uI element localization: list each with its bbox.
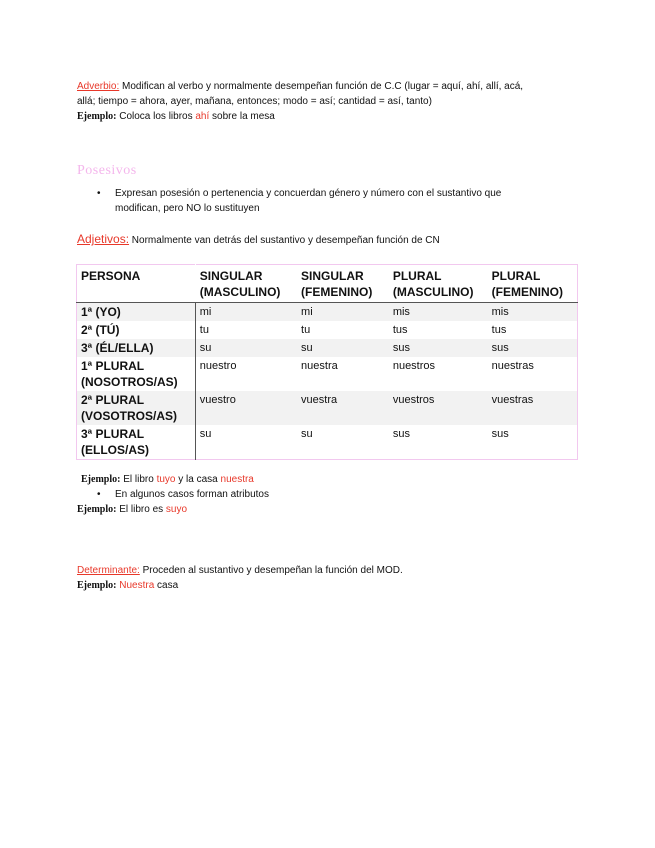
header-text: (FEMENINO)	[301, 285, 373, 299]
table-row	[77, 303, 578, 322]
bullet-line-1: • Expresan posesión o pertenencia y concuerdan género y número con el sustantivo que	[115, 188, 502, 199]
example-text: El libro es	[116, 504, 166, 515]
header-plural-masc	[389, 265, 488, 303]
header-text: PLURAL	[491, 269, 541, 283]
bullet-text: • En algunos casos forman atributos	[115, 489, 269, 500]
table-cell: vuestros	[389, 391, 488, 425]
header-text: SINGULAR	[301, 269, 364, 283]
table-cell: sus	[491, 428, 509, 440]
ejemplo-label: Ejemplo:	[77, 504, 117, 515]
table-cell: vuestro	[195, 391, 297, 425]
table-cell: tu	[301, 324, 311, 336]
table-cell: mi	[195, 303, 297, 322]
table-cell: tus	[392, 324, 408, 336]
header-text: PLURAL	[392, 269, 442, 283]
table-row	[77, 321, 578, 339]
adjetivos-label: Adjetivos:	[77, 232, 130, 246]
adjetivos-text: Normalmente van detrás del sustantivo y desempeñan función de CN	[129, 235, 440, 246]
persona-text: (ELLOS/AS)	[81, 443, 149, 457]
header-persona	[77, 265, 196, 303]
table-cell: su	[301, 428, 313, 440]
table-cell: nuestra	[301, 360, 338, 372]
header-text: (FEMENINO)	[491, 285, 563, 299]
table-cell: sus	[488, 339, 578, 357]
table-cell: nuestros	[392, 360, 436, 372]
persona-text: (VOSOTROS/AS)	[81, 409, 178, 423]
persona-cell: 2ª (TÚ)	[77, 321, 196, 339]
determinante-example	[77, 578, 178, 593]
ejemplo-label: Ejemplo:	[77, 580, 117, 591]
table-row	[77, 339, 578, 357]
table-cell: nuestras	[491, 360, 534, 372]
adverbio-line-1	[77, 79, 523, 94]
example-text: sobre la mesa	[209, 111, 275, 122]
table-cell: sus	[392, 428, 410, 440]
example-text: y la casa	[175, 474, 221, 485]
example-highlight: nuestra	[220, 474, 254, 485]
determinante-text: Proceden al sustantivo y desempeñan la función del MOD.	[139, 565, 403, 576]
header-text: PERSONA	[81, 269, 141, 283]
posesivos-bullet	[115, 186, 501, 201]
persona-cell	[77, 391, 196, 425]
example-highlight: Nuestra	[119, 580, 155, 591]
table-cell: vuestra	[297, 391, 389, 425]
determinante-line	[77, 563, 403, 578]
example-text: Coloca los libros	[116, 111, 196, 122]
header-singular-fem	[297, 265, 389, 303]
example-highlight: ahí	[195, 111, 210, 122]
table-cell: vuestras	[488, 391, 578, 425]
header-text: (MASCULINO)	[392, 285, 474, 299]
table-header-row	[77, 265, 578, 303]
adverbio-definition-2: allá; tiempo = ahora, ayer, mañana, entonces; modo = así; cantidad = así, tanto)	[77, 96, 432, 107]
table-cell: nuestro	[199, 360, 237, 372]
table-cell: su	[297, 339, 389, 357]
table-cell: mi	[297, 303, 389, 322]
persona-text: 1ª PLURAL	[81, 359, 145, 373]
posesivos-example-1	[81, 472, 254, 487]
persona-cell	[77, 357, 196, 391]
persona-text: 2ª PLURAL	[81, 393, 145, 407]
table-row	[77, 357, 578, 391]
persona-text: 3ª PLURAL	[81, 427, 145, 441]
posesivos-table	[76, 264, 578, 460]
adverbio-example	[77, 109, 275, 124]
table-cell: mis	[389, 303, 488, 322]
posesivos-example-2	[77, 502, 187, 517]
table-cell: sus	[389, 339, 488, 357]
persona-cell: 1ª (YO)	[77, 303, 196, 322]
persona-cell: 3ª (ÉL/ELLA)	[77, 339, 196, 357]
persona-text: (NOSOTROS/AS)	[81, 375, 178, 389]
table-row	[77, 425, 578, 460]
table-cell: tus	[491, 324, 507, 336]
adverbio-definition-1: Modifican al verbo y normalmente desempeñan función de C.C (lugar = aquí, ahí, allí, acá,	[119, 81, 524, 92]
header-text: SINGULAR	[199, 269, 263, 283]
table-cell: mis	[488, 303, 578, 322]
header-singular-masc	[195, 265, 297, 303]
atributos-bullet	[115, 487, 269, 502]
example-highlight: tuyo	[156, 474, 176, 485]
header-text: (MASCULINO)	[199, 285, 281, 299]
header-plural-fem	[488, 265, 578, 303]
adverbio-label: Adverbio:	[77, 81, 120, 92]
ejemplo-label: Ejemplo:	[81, 474, 121, 485]
determinante-label: Determinante:	[77, 565, 140, 576]
table-cell: su	[195, 339, 297, 357]
example-text: El libro	[120, 474, 157, 485]
table-cell: tu	[199, 324, 209, 336]
adjetivos-line	[77, 232, 440, 248]
table-cell: su	[199, 428, 212, 440]
example-text: casa	[154, 580, 179, 591]
table-row	[77, 391, 578, 425]
example-highlight: suyo	[165, 504, 188, 515]
bullet-line-2: modifican, pero NO lo sustituyen	[115, 203, 260, 214]
ejemplo-label: Ejemplo:	[77, 111, 117, 122]
posesivos-title: Posesivos	[77, 163, 137, 178]
persona-cell	[77, 425, 196, 460]
